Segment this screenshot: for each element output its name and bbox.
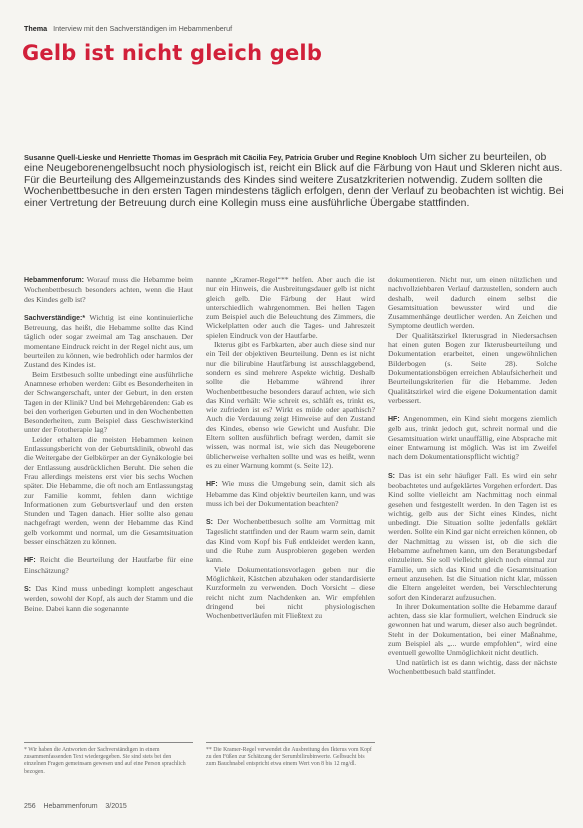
paragraph-text: Der Wochenbettbesuch sollte am Vormittag mit Tageslicht stattfinden und der Raum warm sein, damit das Kind vom Kopf bis Fuß entkleidet werden kann, und die Ruhe zum Ausprobieren gegeben werden kann. xyxy=(206,517,375,565)
speaker-label: Hebammenforum: xyxy=(24,277,87,284)
paragraph-text: In ihrer Dokumentation sollte die Hebamme darauf achten, dass sie klar formuliert, welchen Eindruck sie gewonnen hat und warum, dieser also auch begründet. Steht in der Dokumentation, bei einer Maßnahme, zum Beispiel als „... wurde empfohlen“, wird eine eventuell gewollte Unmöglichkeit nicht deutlich. xyxy=(388,601,557,658)
paragraph-text: Das ist ein sehr häufiger Fall. Es wird ein sehr beobachtetes und aufgeklärtes Vorgehen erfordert. Das Kind sollte vielleicht am Nachmittag noch einmal gesehen und festgestellt werden. In den Tagen ist es wichtig, gelb aus der Sicht eines Kindes, nicht unbedingt. Die Situation sollte jedenfalls geklärt werden. Sollte ein Kind gar nicht erreichen können, ob der Nachmittag zu wissen ist, ob die sich die Hebamme aufnehmen kann, um den Beratungsbedarf einzuleiten. Sie soll vielleicht gleich noch einmal zur Familie, um sich das Kind und die Gesamtsituation erneut anzusehen. Ist die Situation nicht klar, müssen die Eltern angeleitet werden, bei Verschlechterung sofort den Kinderarzt aufzusuchen. xyxy=(388,470,557,602)
paragraph-text: Das Kind muss unbedingt komplett angeschaut werden, sowohl der Kopf, als auch der Stamm und die Beine. Dabei kann die sogenannte xyxy=(24,583,193,613)
paragraph xyxy=(206,275,375,340)
speaker-label: Sachverständige:* xyxy=(24,314,90,322)
kicker-text: Interview mit den Sachverständigen im Hebammenberuf xyxy=(53,24,233,33)
paragraph xyxy=(388,471,557,602)
speaker-label: S: xyxy=(206,519,218,527)
paragraph-text: Wie muss die Umgebung sein, damit sich als Hebamme das Kind objektiv beurteilen kann, und was muss ich bei der Dokumentation beachten? xyxy=(206,479,375,508)
column-2 xyxy=(206,275,375,745)
paragraph-text: dokumentieren. Nicht nur, um einen nützlichen und nachvollziehbaren Verlauf darzustellen, sondern auch deshalb, weil dadurch einem selbst die Gesamtsituation bewusster wird und die Zusammenhänge deutlicher werden. An Zeichen und Symptome deutlich werden. xyxy=(388,275,557,331)
paragraph xyxy=(24,584,193,613)
paragraph-text: Viele Dokumentationsvorlagen geben nur die Möglichkeit, Kästchen abzuhaken oder standardisierte Kurzformeln zu verwenden. Doch Vorsicht – diese reicht nicht zum Nachdenken an. Wir empfehlen dringend bei nicht physiologischen Wochenbettverläufen mit Fließtext zu xyxy=(206,564,375,621)
column-3 xyxy=(388,275,557,820)
column-1 xyxy=(24,275,193,745)
article-title: Gelb ist nicht gleich gelb xyxy=(22,41,323,65)
magazine-name: Hebammenforum xyxy=(43,803,98,810)
paragraph xyxy=(206,565,375,621)
paragraph-text: Wichtig ist eine kontinuierliche Betreuung, das heißt, die Hebamme sollte das Kind täglich oder sogar zweimal am Tag anschauen. Der momentane Eindruck reicht in der Regel nicht aus, um beurteilen zu können, wie bedrohlich oder harmlos der Zustand des Kindes ist. xyxy=(24,312,193,370)
paragraph xyxy=(206,479,375,508)
paragraph xyxy=(24,555,193,575)
kicker-label: Thema xyxy=(24,24,48,33)
page-number: 256 xyxy=(24,803,36,810)
paragraph xyxy=(206,340,375,470)
paragraph xyxy=(388,331,557,405)
section-kicker xyxy=(24,24,564,33)
speaker-label: HF: xyxy=(388,416,403,424)
paragraph-text: Leider erhalten die meisten Hebammen keinen Entlassungsbericht von der Geburtsklinik, obwohl das die Weitergabe der Gelbkörper an der Gynäkologie bei der Entlassung ausdrücklichen Beruht. Die sehen die Frau allerdings meistens erst vier bis sechs Wochen später. Die Hebamme, die oft noch am Entlassungstag zur Familie kommt, fehlen dann wichtige Informationen zum Geburtsverlauf und den ersten Stunden und Tagen danach. Hier sollte also genau nachgefragt werden, wenn der Hebamme das Kind gelb vorkommt und normal, um die Gesamtsituation besser einschätzen zu können. xyxy=(24,434,193,547)
lead-text: Um sicher zu beurteilen, ob eine Neugeborenengelbsucht noch physiologisch ist, reicht ein Blick auf die Färbung von Haut und Skleren nicht aus. Für die Beurteilung des Allgemeinzustands des Kindes sind weitere Zusatzkriterien notwendig. Zudem sollten die Wochenbettbesuche in den ersten Tagen mindestens täglich erfolgen, denn der Verlauf zu beobachten ist wichtig. Bei einer Vertretung der Betreuung durch eine Kollegin muss eine ausführliche Übergabe stattfinden. xyxy=(24,152,564,209)
paragraph-text: Und natürlich ist es dann wichtig, dass der nächste Wochenbettbesuch bald stattfindet. xyxy=(388,657,557,676)
paragraph xyxy=(388,275,557,331)
footnote-2: ** Die Kramer-Regel verwendet die Ausbreitung des Ikterus vom Kopf zu den Füßen zur Schätzung der Serumbilirubinwerte. Gelbsucht bis zum Bauchnabel entspricht etwa einem Wert von 8 bis 12 mg/dl. xyxy=(206,742,375,769)
paragraph xyxy=(388,414,557,461)
speaker-label: HF: xyxy=(24,557,40,565)
paragraph xyxy=(388,658,557,677)
paragraph-text: Reicht die Beurteilung der Hautfarbe für eine Einschätzung? xyxy=(24,555,193,575)
speaker-label: S: xyxy=(388,472,399,480)
paragraph xyxy=(24,275,193,304)
paragraph-text: Ikterus gibt es Farbkarten, aber auch diese sind nur ein Teil der objektiven Beurteilung. Denn es ist nicht nur die bilirubine Hautfärbung ist ausschlaggebend, sondern es sind mehrere Aspekte wichtig. Deshalb sollte die Hebamme während ihrer Wochenbettbesuche besonders darauf achten, wie sich das Kind verhält: Wie schreit es, schläft es, trinkt es, wie zufrieden ist es? Wirkt es müde oder apathisch? Auch die Verdauung zeigt Hinweise auf den Zustand des Kindes, ebenso wie Gewicht und Ausfuhr. Die Eltern sollten ausführlich befragt werden, damit sie wissen, was normal ist, wie sich das Neugeborene üblicherweise verhalten sollte und was es heißt, wenn es zu einer Warnung kommt (s. Seite 12). xyxy=(206,340,375,470)
speaker-label: HF: xyxy=(206,481,222,489)
paragraph xyxy=(24,370,193,435)
paragraph-text: Beim Erstbesuch sollte unbedingt eine ausführliche Anamnese erhoben werden: Gibt es Besonderheiten in der Schwangerschaft, unter der Geburt, in den ersten Tagen in der Klinik? Und bei Mehrgebärenden: Gab es bei den vorherigen Geburten und in den Wochenbetten Besonderheiten, zum Beispiel dass Geschwisterkind unter der Fototherapie lag? xyxy=(24,369,193,435)
paragraph-text: Angenommen, ein Kind sieht morgens ziemlich gelb aus, trinkt jedoch gut, schreit normal und die Gesamtsituation wirkt unauffällig, eine Absprache mit einer Entwarnung ist möglich. Was ist im Zweifel nach dem Dokumentationspflicht wichtig? xyxy=(388,414,557,462)
paragraph xyxy=(388,602,557,658)
article-body xyxy=(24,275,564,745)
paragraph xyxy=(24,435,193,547)
issue-number: 3/2015 xyxy=(105,803,127,810)
paragraph xyxy=(24,313,193,370)
lead-authors: Susanne Quell-Lieske und Henriette Thomas im Gespräch mit Cäcilia Fey, Patricia Gruber und Regine Knobloch xyxy=(24,153,417,162)
article-lead xyxy=(24,152,564,209)
page-footer xyxy=(24,803,127,810)
footnote-1: * Wir haben die Antworten der Sachverständigen in einem zusammenfassenden Text wiedergegeben. Sie sind stets bei den einzelnen Fragen gemeinsam gewesen und auf eine Person sprachlich bezogen. xyxy=(24,742,193,776)
paragraph-text: Der Qualitätszirkel Ikterusgrad in Niedersachsen hat einen guten Bogen zur Ikterusbeurteilung und Dokumentation erarbeitet, einen ungewöhnlichen Bilderbogen (s. Seite 28). Solche Dokumentationsbögen erreichen Ablaufsicherheit und Beurteilungskriterien für die Hebamme. Jeden Qualitätszirkel wird die eigene Dokumentation damit verbessert. xyxy=(388,330,557,405)
paragraph-text: nannte „Kramer-Regel“** helfen. Aber auch die ist nur ein Hinweis, die Ausbreitungsdauer gelb ist nicht gleich gelb. Die Färbung der Haut wird unterschiedlich wahrgenommen. Bei hellen Tagen zum Beispiel auch die Beleuchtung des Zimmers, die Wickelplatten oder auch die Tages- und Jahreszeit spielen Eindruck von der Hautfarbe. xyxy=(206,275,375,340)
paragraph xyxy=(206,517,375,564)
speaker-label: S: xyxy=(24,585,36,593)
paragraph-text: Worauf muss die Hebamme beim Wochenbettbesuch besonders achten, wenn die Haut des Kindes gelb ist? xyxy=(24,275,193,304)
